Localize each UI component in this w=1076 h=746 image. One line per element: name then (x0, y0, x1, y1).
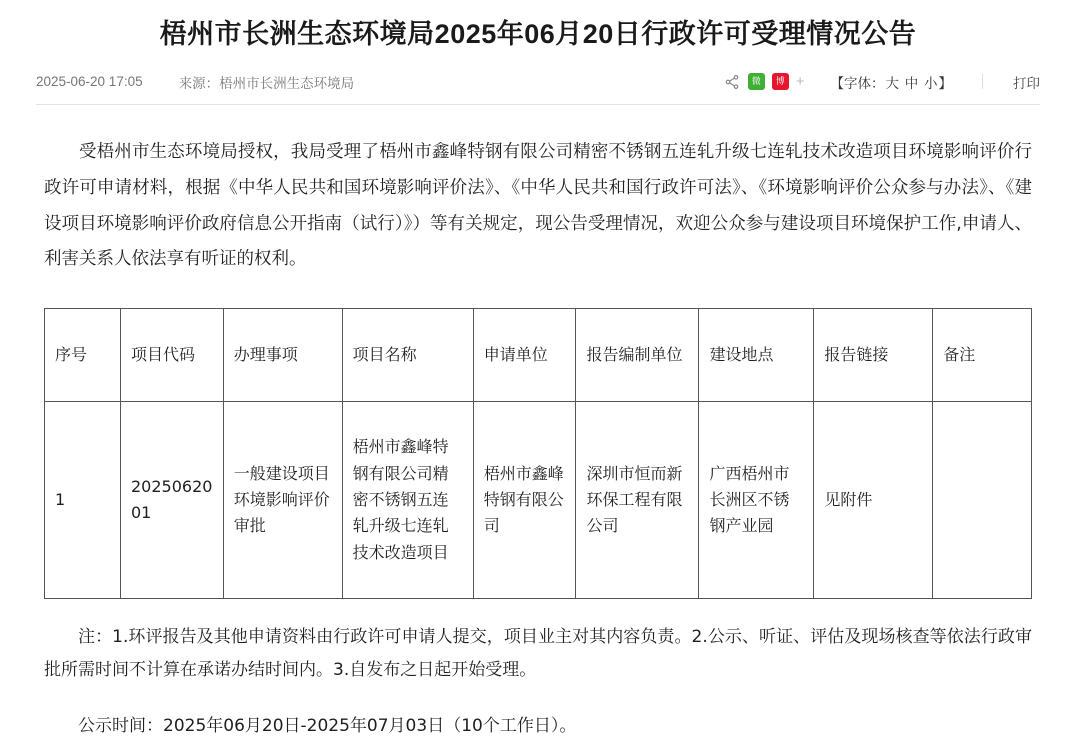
table-header (45, 309, 1032, 402)
table-cell-project-code: 2025062001 (120, 402, 223, 599)
page-title: 梧州市长洲生态环境局2025年06月20日行政许可受理情况公告 (159, 19, 917, 49)
source-name: 梧州市长洲生态环境局 (219, 75, 355, 91)
source-label: 来源： (178, 75, 220, 91)
table-header-row (45, 309, 1032, 402)
table-header-cell: 办理事项 (223, 309, 342, 402)
table-cell-matter: 一般建设项目环境影响评价审批 (223, 402, 342, 599)
table-header-cell: 备注 (933, 309, 1032, 402)
table-cell-report-preparer: 深圳市恒而新环保工程有限公司 (576, 402, 699, 599)
table-header-cell: 报告链接 (814, 309, 933, 402)
publish-period: 公示时间：2025年06月20日-2025年07月03日（10个工作日）。 (78, 715, 577, 736)
table-cell-remark (933, 402, 1032, 599)
table-header-cell: 申请单位 (473, 309, 576, 402)
weibo-glyph: 博 (775, 76, 785, 87)
weibo-icon[interactable] (772, 73, 789, 90)
more-share-icon[interactable]: + (795, 73, 805, 91)
meta-right-tools (724, 72, 1040, 92)
article-paragraph: 受梧州市生态环境局授权，我局受理了梧州市鑫峰特钢有限公司精密不锈钢五连轧升级七连轧技术改造项目环境影响评价行政许可申请材料，根据《中华人民共和国环境影响评价法》、《中华人民共和国行政许可法》、《环境影响评价公众参与办法》、《建设项目环境影响评价政府信息公开指南（试行）》）等有关规定，现公告受理情况，欢迎公众参与建设项目环境保护工作,申请人、利害关系人依法享有听证的权利。 (44, 141, 1032, 270)
article-meta-bar (36, 72, 1040, 105)
publish-date: 2025-06-20 17:05 (36, 74, 143, 90)
print-button[interactable]: 打印 (1013, 75, 1040, 91)
table-cell-location: 广西梧州市长洲区不锈钢产业园 (699, 402, 814, 599)
share-icon[interactable] (724, 73, 741, 90)
font-size-medium[interactable]: 中 (904, 75, 919, 91)
font-size-small[interactable]: 小 (924, 75, 938, 91)
table-header-cell: 项目名称 (342, 309, 473, 402)
table-cell-project-name: 梧州市鑫峰特钢有限公司精密不锈钢五连轧升级七连轧技术改造项目 (342, 402, 473, 599)
table-cell-applicant: 梧州市鑫峰特钢有限公司 (473, 402, 576, 599)
table-header-cell: 序号 (45, 309, 121, 402)
table-cell-report-link[interactable]: 见附件 (814, 402, 933, 599)
table-note: 注：1.环评报告及其他申请资料由行政许可申请人提交，项目业主对其内容负责。2.公示、听证、评估及现场核查等依法行政审批所需时间不计算在承诺办结时间内。3.自发布之日起开始受理。 (44, 627, 1032, 681)
permit-table (44, 308, 1032, 599)
table-header-cell: 建设地点 (699, 309, 814, 402)
table-header-cell: 项目代码 (120, 309, 223, 402)
table-header-cell: 报告编制单位 (576, 309, 699, 402)
share-group (724, 73, 805, 90)
wechat-glyph: 微 (751, 76, 761, 87)
font-size-control (830, 72, 952, 92)
font-size-large[interactable]: 大 (885, 75, 899, 91)
article-source (179, 72, 355, 92)
font-size-prefix: 【字体： (830, 75, 885, 91)
wechat-icon[interactable] (748, 73, 765, 90)
table-cell-index: 1 (45, 402, 121, 599)
meta-divider (982, 74, 983, 89)
font-size-suffix: 】 (938, 75, 952, 91)
table-body (45, 402, 1032, 599)
table-row (45, 402, 1032, 599)
